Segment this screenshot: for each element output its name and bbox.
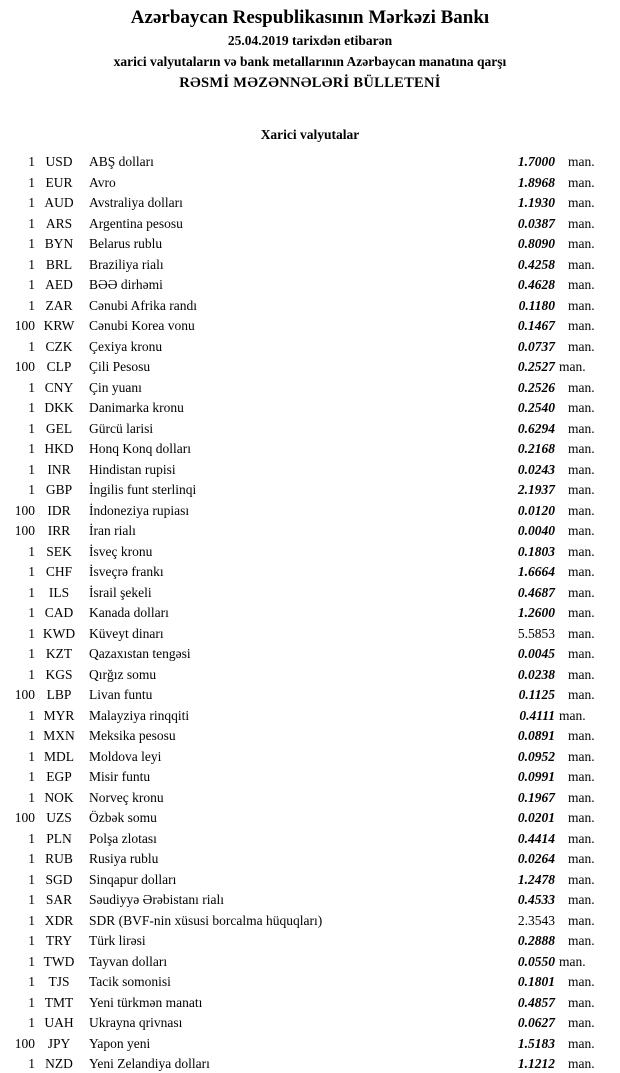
bulletin-header [0, 0, 620, 94]
rate-row [0, 1034, 620, 1055]
currency-code: RUB [45, 851, 73, 866]
unit-label: man. [568, 851, 595, 866]
unit-label: man. [568, 830, 595, 846]
unit-label: man. [568, 461, 595, 477]
rate-row [0, 952, 620, 973]
rate-value: 0.0045 [517, 646, 555, 661]
currency-code: AED [45, 277, 73, 292]
rate-row [0, 193, 620, 214]
currency-code: ARS [45, 215, 73, 231]
rate-value: 0.1467 [517, 318, 555, 333]
currency-code: KGS [45, 666, 73, 682]
rate-row [0, 542, 620, 563]
quantity: 100 [14, 318, 35, 333]
unit-label: man. [568, 543, 595, 559]
unit-label: man. [568, 605, 595, 620]
quantity: 1 [28, 974, 35, 989]
quantity: 1 [28, 748, 35, 764]
unit-label: man. [568, 728, 595, 743]
unit-label: man. [568, 748, 595, 764]
unit-label: man. [568, 646, 595, 661]
unit-label: man. [568, 666, 595, 682]
currency-name: Meksika pesosu [89, 728, 176, 743]
rate-value: 0.4258 [517, 256, 555, 272]
unit-label: man. [568, 297, 595, 313]
rate-row [0, 931, 620, 952]
rate-value: 1.5183 [517, 1035, 555, 1051]
unit-label: man. [568, 1056, 595, 1071]
currency-name: ABŞ dolları [89, 154, 154, 169]
rate-value: 0.2168 [517, 441, 555, 456]
quantity: 1 [28, 892, 35, 907]
currency-name: Avstraliya dolları [89, 195, 183, 210]
unit-label: man. [568, 1015, 595, 1030]
rate-value: 0.0627 [517, 1015, 555, 1030]
currency-name: Küveyt dinarı [89, 625, 164, 641]
quantity: 1 [28, 1015, 35, 1030]
currency-name: Malayziya rinqqiti [89, 707, 190, 723]
currency-name: İsrail şekeli [89, 584, 152, 600]
currency-name: Hindistan rupisi [89, 461, 176, 477]
currency-name: Tacik somonisi [89, 974, 171, 989]
quantity: 100 [14, 687, 35, 702]
currency-code: SEK [46, 543, 72, 559]
rate-row [0, 788, 620, 809]
currency-code: BRL [45, 256, 73, 272]
rate-value: 2.3543 [517, 912, 555, 928]
rate-value: 0.6294 [517, 420, 555, 436]
currency-name: Qazaxıstan tengəsi [89, 646, 191, 661]
quantity: 1 [28, 154, 35, 169]
currency-name: Cənubi Afrika randı [89, 297, 197, 313]
rate-value: 0.0040 [517, 523, 555, 538]
unit-label: man. [568, 420, 595, 436]
currency-name: Ukrayna qrivnası [89, 1015, 183, 1030]
rate-row [0, 357, 620, 378]
rate-row [0, 214, 620, 235]
rate-row [0, 624, 620, 645]
currency-code: TWD [43, 953, 75, 969]
unit-label: man. [568, 912, 595, 928]
currency-code: UZS [46, 810, 72, 825]
rate-row [0, 870, 620, 891]
currency-code: IRR [47, 523, 71, 538]
currency-code: KWD [42, 625, 76, 641]
rate-value: 0.8090 [517, 236, 555, 251]
rate-row [0, 706, 620, 727]
unit-label: man. [568, 892, 595, 907]
quantity: 100 [14, 810, 35, 825]
unit-label: man. [568, 277, 595, 292]
quantity: 1 [28, 851, 35, 866]
currency-code: ZAR [45, 297, 73, 313]
rate-row [0, 419, 620, 440]
rate-row [0, 644, 620, 665]
unit-label: man. [568, 236, 595, 251]
effective-date-line: 25.04.2019 tarixdən etibarən [227, 33, 393, 48]
quantity: 1 [28, 789, 35, 805]
currency-code: LBP [46, 687, 72, 702]
rate-value: 1.2600 [517, 605, 555, 620]
currency-name: Özbək somu [89, 810, 157, 825]
unit-label: man. [568, 318, 595, 333]
rate-row [0, 726, 620, 747]
currency-code: CHF [45, 564, 73, 579]
currency-name: BƏƏ dirhəmi [89, 277, 163, 292]
currency-code: TMT [44, 994, 74, 1010]
currency-name: Sinqapur dolları [89, 871, 177, 887]
unit-label: man. [568, 625, 595, 641]
rate-value: 0.0991 [517, 769, 555, 784]
quantity: 1 [28, 420, 35, 436]
unit-label: man. [568, 154, 595, 169]
rate-row [0, 665, 620, 686]
rate-row [0, 173, 620, 194]
unit-label: man. [568, 256, 595, 272]
currency-name: Moldova leyi [89, 748, 162, 764]
currency-name: SDR (BVF-nin xüsusi borcalma hüquqları) [89, 912, 323, 928]
unit-label: man. [568, 810, 595, 825]
currency-name: İran rialı [89, 523, 136, 538]
quantity: 1 [28, 953, 35, 969]
rate-row [0, 767, 620, 788]
currency-code: EGP [46, 769, 72, 784]
unit-label: man. [568, 441, 595, 456]
rate-value: 0.0238 [517, 666, 555, 682]
rate-row [0, 993, 620, 1014]
unit-label: man. [568, 174, 595, 190]
quantity: 1 [28, 933, 35, 948]
quantity: 1 [28, 236, 35, 251]
unit-label: man. [568, 338, 595, 354]
currency-name: Yeni türkmən manatı [89, 994, 203, 1010]
rate-row [0, 316, 620, 337]
bank-title: Azərbaycan Respublikasının Mərkəzi Bankı [130, 7, 490, 28]
currency-name: İngilis funt sterlinqi [89, 482, 197, 497]
quantity: 1 [28, 728, 35, 743]
rate-value: 0.1967 [517, 789, 555, 805]
currency-code: SGD [45, 871, 73, 887]
unit-label: man. [568, 1035, 595, 1051]
rate-value: 0.4414 [517, 830, 555, 846]
quantity: 1 [28, 277, 35, 292]
quantity: 1 [28, 564, 35, 579]
currency-name: Argentina pesosu [89, 215, 183, 231]
quantity: 1 [28, 625, 35, 641]
currency-code: HKD [44, 441, 74, 456]
unit-label: man. [559, 359, 586, 374]
rate-row [0, 255, 620, 276]
currency-code: TJS [48, 974, 70, 989]
currency-name: İsveçrə frankı [89, 564, 164, 579]
quantity: 1 [28, 605, 35, 620]
rate-row [0, 562, 620, 583]
rate-value: 5.5853 [517, 625, 555, 641]
unit-label: man. [568, 215, 595, 231]
rate-row [0, 296, 620, 317]
currency-name: Qırğız somu [89, 666, 157, 682]
rate-row [0, 890, 620, 911]
rate-row [0, 849, 620, 870]
rate-row [0, 398, 620, 419]
rates-table [0, 152, 620, 1073]
quantity: 1 [28, 707, 35, 723]
currency-code: KZT [45, 646, 73, 661]
quantity: 1 [28, 215, 35, 231]
rate-value: 0.0120 [517, 502, 555, 518]
currency-name: Norveç kronu [89, 789, 164, 805]
unit-label: man. [568, 789, 595, 805]
currency-name: Türk lirəsi [89, 933, 146, 948]
rate-value: 0.0952 [517, 748, 555, 764]
bulletin-name: RƏSMİ MƏZƏNNƏLƏRİ BÜLLETENİ [179, 75, 441, 91]
quantity: 1 [28, 482, 35, 497]
rate-value: 0.0550 [517, 953, 555, 969]
unit-label: man. [568, 974, 595, 989]
quantity: 1 [28, 584, 35, 600]
currency-name: Avro [89, 174, 116, 190]
rate-value: 0.4687 [517, 584, 555, 600]
currency-name: İsveç kronu [89, 543, 153, 559]
rate-value: 1.6664 [517, 564, 555, 579]
currency-name: Gürcü larisi [89, 420, 154, 436]
rate-row [0, 603, 620, 624]
quantity: 100 [14, 359, 35, 374]
rate-value: 0.1803 [517, 543, 555, 559]
currency-code: NOK [44, 789, 74, 805]
rate-value: 0.4111 [519, 707, 555, 723]
rate-value: 1.1212 [517, 1056, 555, 1071]
quantity: 1 [28, 195, 35, 210]
currency-code: TRY [45, 933, 73, 948]
currency-name: Çexiya kronu [89, 338, 163, 354]
currency-name: Yapon yeni [89, 1035, 151, 1051]
rate-value: 2.1937 [517, 482, 555, 497]
rate-row [0, 460, 620, 481]
currency-code: SAR [45, 892, 73, 907]
currency-code: CZK [45, 338, 73, 354]
quantity: 1 [28, 441, 35, 456]
currency-name: Cənubi Korea vonu [89, 318, 195, 333]
currency-code: AUD [44, 195, 74, 210]
rate-row [0, 234, 620, 255]
quantity: 1 [28, 830, 35, 846]
unit-label: man. [559, 707, 586, 723]
currency-code: CNY [44, 379, 74, 395]
currency-code: MDL [44, 748, 74, 764]
currency-name: İndoneziya rupiası [89, 502, 190, 518]
currency-code: USD [45, 154, 73, 169]
currency-name: Tayvan dolları [89, 953, 168, 969]
rate-row [0, 685, 620, 706]
currency-code: GEL [45, 420, 73, 436]
currency-name: Rusiya rublu [89, 851, 159, 866]
rate-row [0, 747, 620, 768]
quantity: 1 [28, 666, 35, 682]
quantity: 1 [28, 338, 35, 354]
quantity: 100 [14, 523, 35, 538]
rate-value: 0.0891 [517, 728, 555, 743]
currency-code: PLN [46, 830, 72, 846]
rate-row [0, 275, 620, 296]
currency-code: BYN [44, 236, 74, 251]
rate-value: 0.2888 [517, 933, 555, 948]
unit-label: man. [568, 482, 595, 497]
rate-value: 0.0243 [517, 461, 555, 477]
quantity: 1 [28, 543, 35, 559]
quantity: 1 [28, 769, 35, 784]
unit-label: man. [568, 379, 595, 395]
currency-code: CLP [46, 359, 72, 374]
rate-value: 0.0201 [517, 810, 555, 825]
currency-name: Səudiyyə Ərəbistanı rialı [89, 892, 224, 907]
rate-value: 0.4533 [517, 892, 555, 907]
currency-name: Misir funtu [89, 769, 151, 784]
currency-code: ILS [48, 584, 70, 600]
rate-value: 0.0264 [517, 851, 555, 866]
currency-code: NZD [45, 1056, 73, 1071]
rate-row [0, 972, 620, 993]
quantity: 1 [28, 297, 35, 313]
currency-code: XDR [44, 912, 74, 928]
currency-name: Çili Pesosu [89, 359, 151, 374]
currency-name: Kanada dolları [89, 605, 169, 620]
rate-row [0, 337, 620, 358]
rate-row [0, 808, 620, 829]
rate-value: 0.1180 [518, 297, 555, 313]
currency-code: DKK [44, 400, 74, 415]
rate-row [0, 480, 620, 501]
currency-name: Honq Konq dolları [89, 441, 191, 456]
rate-value: 1.2478 [517, 871, 555, 887]
rate-value: 1.8968 [517, 174, 555, 190]
quantity: 1 [28, 912, 35, 928]
quantity: 1 [28, 871, 35, 887]
unit-label: man. [568, 400, 595, 415]
quantity: 1 [28, 256, 35, 272]
rate-value: 0.1801 [517, 974, 555, 989]
rate-row [0, 439, 620, 460]
currency-name: Belarus rublu [89, 236, 163, 251]
unit-label: man. [568, 871, 595, 887]
currency-name: Polşa zlotası [89, 830, 157, 846]
quantity: 1 [28, 174, 35, 190]
unit-label: man. [568, 687, 595, 702]
rate-row [0, 1013, 620, 1034]
quantity: 100 [14, 1035, 35, 1051]
rate-row [0, 1054, 620, 1073]
quantity: 100 [14, 502, 35, 518]
unit-label: man. [568, 195, 595, 210]
currency-code: JPY [47, 1035, 71, 1051]
currency-code: INR [47, 461, 71, 477]
rate-row [0, 521, 620, 542]
currency-code: MXN [43, 728, 75, 743]
quantity: 1 [28, 400, 35, 415]
rate-row [0, 583, 620, 604]
currency-name: Braziliya rialı [89, 256, 164, 272]
quantity: 1 [28, 461, 35, 477]
currency-code: CAD [44, 605, 74, 620]
rate-value: 0.4628 [517, 277, 555, 292]
rate-value: 1.1930 [517, 195, 555, 210]
rate-value: 0.0387 [517, 215, 555, 231]
quantity: 1 [28, 646, 35, 661]
unit-label: man. [568, 584, 595, 600]
rate-row [0, 911, 620, 932]
currency-name: Yeni Zelandiya dolları [89, 1056, 210, 1071]
rate-value: 0.0737 [517, 338, 555, 354]
rate-row [0, 501, 620, 522]
unit-label: man. [568, 994, 595, 1010]
rate-row [0, 152, 620, 173]
rate-row [0, 378, 620, 399]
quantity: 1 [28, 994, 35, 1010]
unit-label: man. [568, 933, 595, 948]
quantity: 1 [28, 1056, 35, 1071]
rate-value: 0.2527 [517, 359, 555, 374]
currency-name: Çin yuanı [89, 379, 142, 395]
rate-value: 0.2540 [517, 400, 555, 415]
rate-value: 0.4857 [517, 994, 555, 1010]
bulletin-subtitle: xarici valyutaların və bank metallarının Azərbaycan manatına qarşı [113, 54, 507, 69]
currency-code: EUR [45, 174, 73, 190]
unit-label: man. [568, 523, 595, 538]
section-title-foreign-currencies: Xarici valyutalar [260, 127, 360, 142]
currency-code: UAH [44, 1015, 74, 1030]
rate-row [0, 829, 620, 850]
rate-value: 1.7000 [517, 154, 555, 169]
currency-name: Livan funtu [89, 687, 153, 702]
quantity: 1 [28, 379, 35, 395]
currency-code: GBP [45, 482, 73, 497]
unit-label: man. [568, 564, 595, 579]
unit-label: man. [568, 769, 595, 784]
currency-code: MYR [43, 707, 75, 723]
unit-label: man. [559, 953, 586, 969]
currency-name: Danimarka kronu [89, 400, 184, 415]
rate-value: 0.1125 [518, 687, 555, 702]
unit-label: man. [568, 502, 595, 518]
rate-value: 0.2526 [517, 379, 555, 395]
currency-code: KRW [43, 318, 75, 333]
currency-code: IDR [47, 502, 71, 518]
